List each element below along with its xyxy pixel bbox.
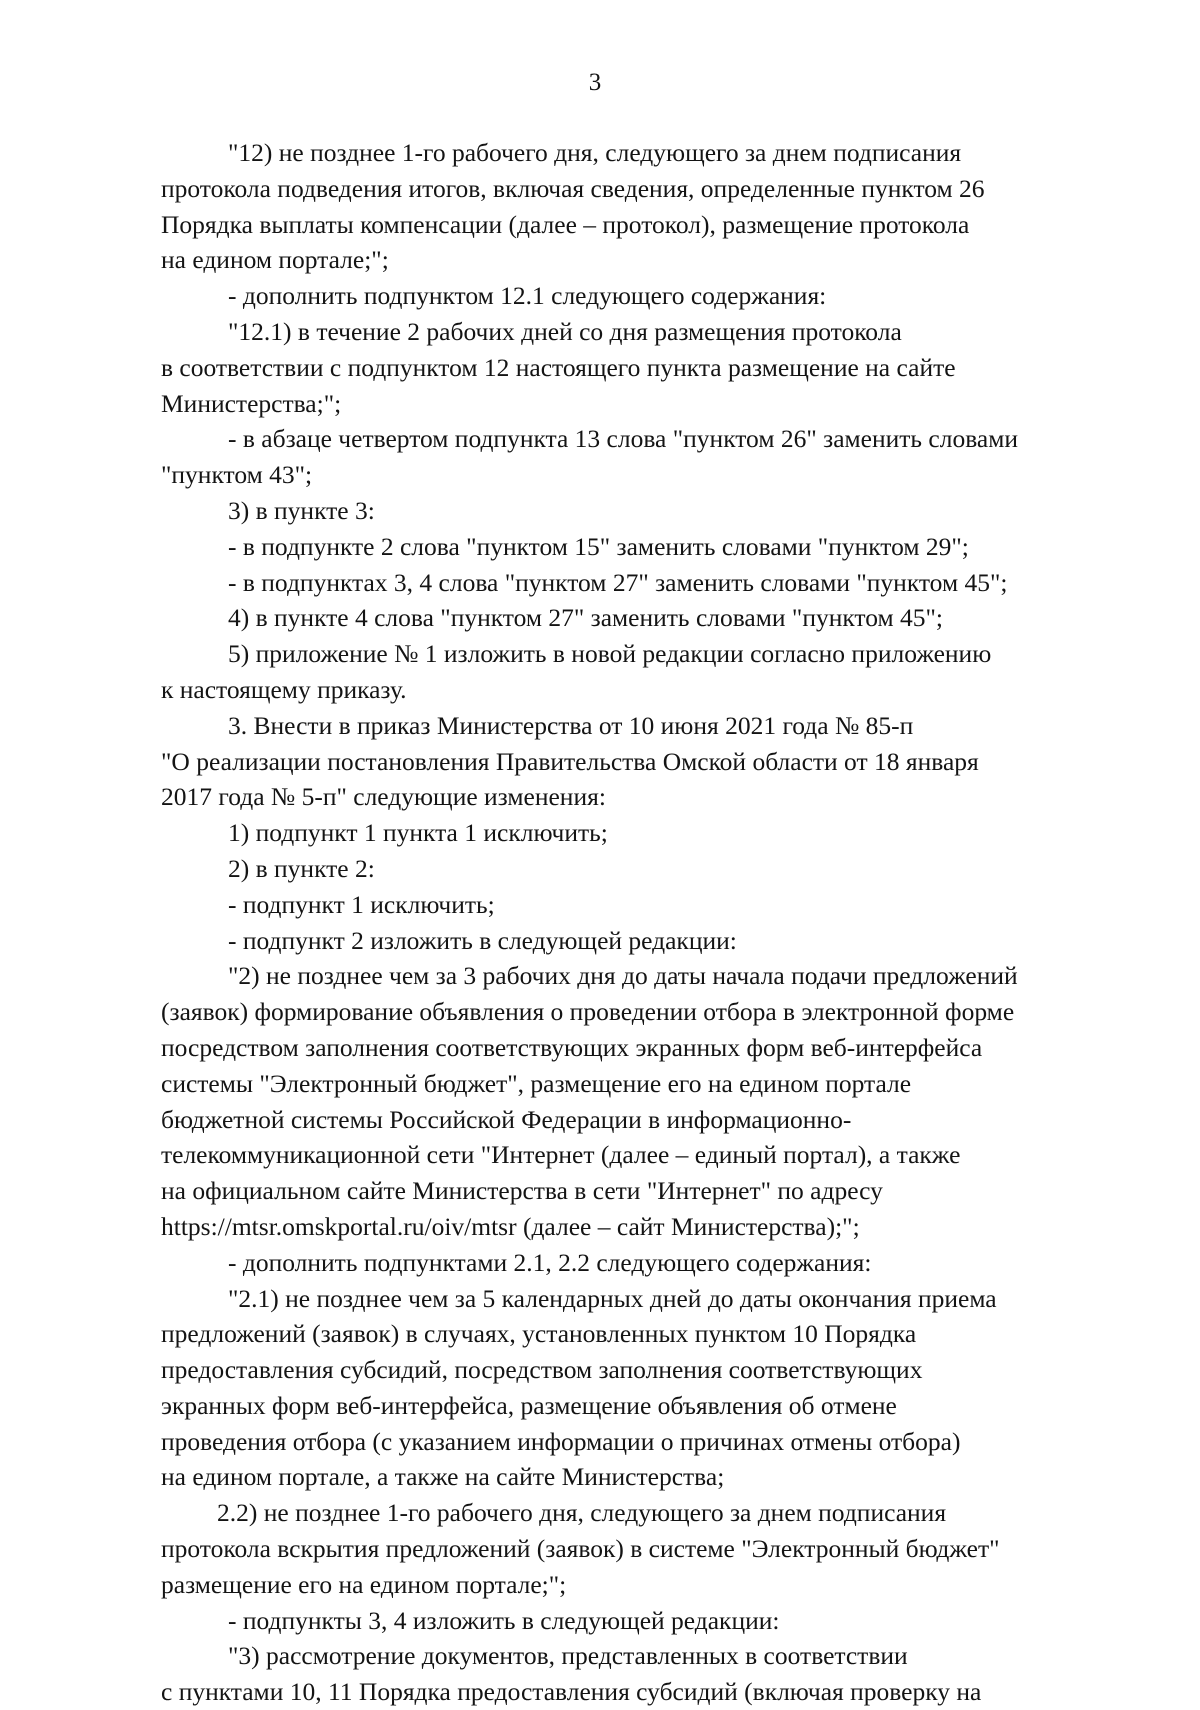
paragraph: - в абзаце четвертом подпункта 13 слова "пунктом 26" заменить словами "пунктом 43"; — [161, 424, 1019, 490]
paragraph: - подпункты 3, 4 изложить в следующей редакции: — [228, 1605, 780, 1635]
paragraph: 3. Внести в приказ Министерства от 10 июня 2021 года № 85-п "О реализации постановления Правительства Омской области от 18 января 2017 года № 5-п" следующие изменения: — [161, 710, 979, 812]
paragraph: "3) рассмотрение документов, представленных в соответствии с пунктами 10, 11 Порядка предоставления субсидий (включая проверку на — [161, 1641, 982, 1707]
paragraph: 2) в пункте 2: — [228, 853, 375, 883]
paragraph: "12.1) в течение 2 рабочих дней со дня размещения протокола в соответствии с подпунктом 12 настоящего пункта размещение на сайте Министерства;"; — [161, 316, 956, 418]
paragraph: - в подпункте 2 слова "пунктом 15" заменить словами "пунктом 29"; — [228, 531, 969, 561]
paragraph: "2) не позднее чем за 3 рабочих дня до даты начала подачи предложений (заявок) формирование объявления о проведении отбора в электронной форме посредством заполнения соответствующих экранных форм веб-интерфейса системы "Электронный бюджет", размещение его на едином портале бюджетной системы Российской Федерации в информационно- телекоммуникационной сети "Интернет (далее – единый портал), а также на официальном сайте Министерства в сети "Интернет" по адресу https://mtsr.omskportal.ru/oiv/mtsr (далее – сайт Министерства);"; — [161, 961, 1018, 1241]
paragraph: - дополнить подпунктами 2.1, 2.2 следующего содержания: — [228, 1247, 872, 1277]
paragraph: - в подпунктах 3, 4 слова "пунктом 27" заменить словами "пунктом 45"; — [228, 567, 1008, 597]
paragraph: "12) не позднее 1-го рабочего дня, следующего за днем подписания протокола подведения итогов, включая сведения, определенные пунктом 26 Порядка выплаты компенсации (далее – протокол), размещение протокола на едином портале;"; — [161, 138, 985, 275]
paragraph: 3) в пункте 3: — [228, 495, 375, 525]
paragraph: 5) приложение № 1 изложить в новой редакции согласно приложению к настоящему приказу. — [161, 639, 992, 704]
paragraph: - дополнить подпунктом 12.1 следующего содержания: — [228, 281, 827, 311]
paragraph: 1) подпункт 1 пункта 1 исключить; — [228, 818, 608, 848]
paragraph: 4) в пункте 4 слова "пунктом 27" заменить словами "пунктом 45"; — [228, 603, 943, 633]
paragraph: - подпункт 1 исключить; — [228, 889, 495, 919]
paragraph: - подпункт 2 изложить в следующей редакции: — [228, 925, 737, 955]
paragraph: 2.2) не позднее 1-го рабочего дня, следующего за днем подписания протокола вскрытия предложений (заявок) в системе "Электронный бюджет" размещение его на едином портале;"; — [161, 1498, 1000, 1599]
document-body — [161, 135, 1125, 1710]
paragraph: "2.1) не позднее чем за 5 календарных дней до даты окончания приема предложений (заявок) в случаях, установленных пунктом 10 Порядка предоставления субсидий, посредством заполнения соответствующих экранных форм веб-интерфейса, размещение объявления об отмене проведения отбора (с указанием информации о причинах отмены отбора) на едином портале, а также на сайте Министерства; — [161, 1283, 997, 1492]
page-number: 3 — [588, 69, 602, 96]
